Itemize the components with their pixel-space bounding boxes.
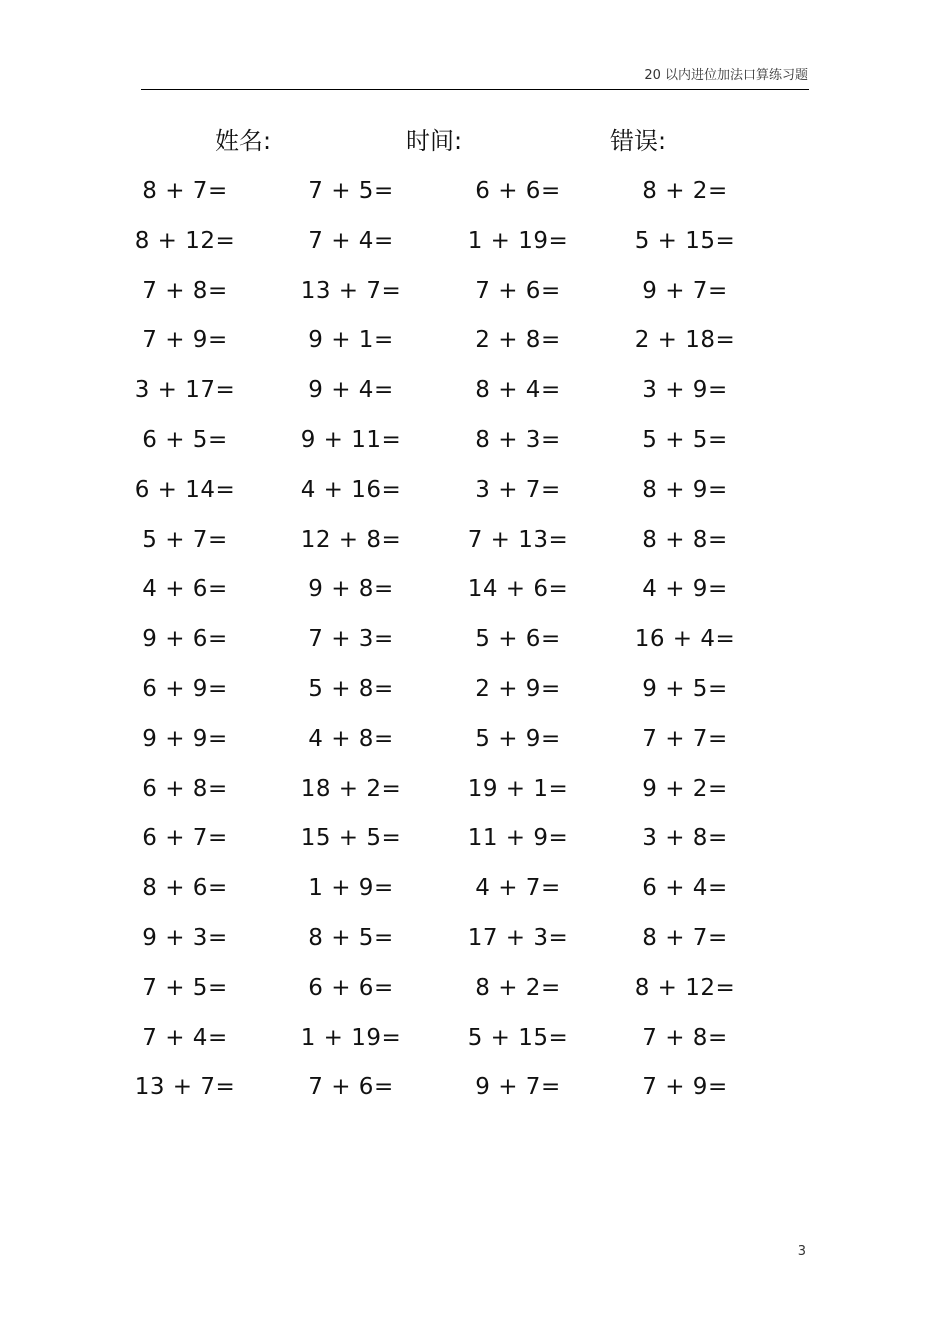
problem-r7-c3: 3 + 7=: [475, 476, 561, 503]
problem-r10-c3: 5 + 6=: [475, 626, 561, 653]
problem-r19-c1: 13 + 7=: [134, 1074, 236, 1101]
errors-label: 错误:: [610, 127, 667, 155]
problem-r18-c1: 7 + 4=: [142, 1024, 228, 1051]
problem-r16-c1: 9 + 3=: [142, 925, 228, 951]
problem-r18-c2: 1 + 19=: [300, 1024, 402, 1051]
page-number: 3: [797, 1244, 806, 1259]
problem-r13-c4: 9 + 2=: [642, 775, 728, 802]
problem-r5-c4: 3 + 9=: [642, 377, 728, 404]
problem-r1-c3: 6 + 6=: [475, 178, 561, 204]
problem-r16-c3: 17 + 3=: [467, 925, 569, 951]
problem-r12-c2: 4 + 8=: [308, 725, 394, 752]
problem-r3-c3: 7 + 6=: [475, 277, 561, 304]
problem-r6-c4: 5 + 5=: [642, 427, 728, 453]
problem-r6-c1: 6 + 5=: [142, 427, 228, 453]
problem-r1-c1: 8 + 7=: [142, 178, 228, 204]
problem-r5-c3: 8 + 4=: [475, 377, 561, 404]
problem-r7-c2: 4 + 16=: [300, 476, 402, 503]
problem-r11-c3: 2 + 9=: [475, 676, 561, 702]
problem-r13-c1: 6 + 8=: [142, 775, 228, 802]
problem-r7-c1: 6 + 14=: [134, 476, 236, 503]
problem-r3-c1: 7 + 8=: [142, 277, 228, 304]
problem-r19-c2: 7 + 6=: [308, 1074, 394, 1101]
problem-r2-c3: 1 + 19=: [467, 227, 569, 254]
problem-r10-c2: 7 + 3=: [308, 626, 394, 653]
problem-r14-c2: 15 + 5=: [300, 825, 402, 852]
problem-r17-c1: 7 + 5=: [142, 974, 228, 1001]
problem-r12-c3: 5 + 9=: [475, 725, 561, 752]
problem-r12-c4: 7 + 7=: [642, 725, 728, 752]
time-label: 时间:: [406, 127, 463, 155]
problem-r17-c3: 8 + 2=: [475, 974, 561, 1001]
problem-r4-c2: 9 + 1=: [308, 327, 394, 354]
problem-r18-c4: 7 + 8=: [642, 1024, 728, 1051]
problem-r10-c4: 16 + 4=: [634, 626, 736, 653]
problem-r18-c3: 5 + 15=: [467, 1024, 569, 1051]
problem-r5-c1: 3 + 17=: [134, 377, 236, 404]
problem-r14-c3: 11 + 9=: [467, 825, 569, 852]
problem-r3-c2: 13 + 7=: [300, 277, 402, 304]
problem-r8-c4: 8 + 8=: [642, 526, 728, 553]
problem-r16-c4: 8 + 7=: [642, 925, 728, 951]
header-rule: [141, 89, 809, 90]
problem-r6-c3: 8 + 3=: [475, 427, 561, 453]
problem-r9-c2: 9 + 8=: [308, 576, 394, 603]
problem-r14-c4: 3 + 8=: [642, 825, 728, 852]
problem-r8-c2: 12 + 8=: [300, 526, 402, 553]
problem-r3-c4: 9 + 7=: [642, 277, 728, 304]
problem-r10-c1: 9 + 6=: [142, 626, 228, 653]
problem-r16-c2: 8 + 5=: [308, 925, 394, 951]
problem-r4-c1: 7 + 9=: [142, 327, 228, 354]
problem-r4-c3: 2 + 8=: [475, 327, 561, 354]
problem-r17-c2: 6 + 6=: [308, 974, 394, 1001]
problem-r1-c4: 8 + 2=: [642, 178, 728, 204]
problem-r4-c4: 2 + 18=: [634, 327, 736, 354]
problem-r11-c2: 5 + 8=: [308, 676, 394, 702]
problem-r15-c2: 1 + 9=: [308, 875, 394, 902]
problem-r19-c4: 7 + 9=: [642, 1074, 728, 1101]
problem-r11-c1: 6 + 9=: [142, 676, 228, 702]
problem-r2-c4: 5 + 15=: [634, 227, 736, 254]
problem-r6-c2: 9 + 11=: [300, 427, 402, 453]
problem-r1-c2: 7 + 5=: [308, 178, 394, 204]
problem-r8-c3: 7 + 13=: [467, 526, 569, 553]
problem-r17-c4: 8 + 12=: [634, 974, 736, 1001]
problem-r9-c1: 4 + 6=: [142, 576, 228, 603]
problem-r9-c4: 4 + 9=: [642, 576, 728, 603]
problem-r13-c3: 19 + 1=: [467, 775, 569, 802]
running-header-title: 20 以内进位加法口算练习题: [644, 68, 808, 83]
problem-r15-c3: 4 + 7=: [475, 875, 561, 902]
problem-r7-c4: 8 + 9=: [642, 476, 728, 503]
problem-r5-c2: 9 + 4=: [308, 377, 394, 404]
problem-r2-c1: 8 + 12=: [134, 227, 236, 254]
problem-r13-c2: 18 + 2=: [300, 775, 402, 802]
problem-r8-c1: 5 + 7=: [142, 526, 228, 553]
problem-r15-c4: 6 + 4=: [642, 875, 728, 902]
problem-r19-c3: 9 + 7=: [475, 1074, 561, 1101]
problem-r9-c3: 14 + 6=: [467, 576, 569, 603]
problem-r15-c1: 8 + 6=: [142, 875, 228, 902]
name-label: 姓名:: [215, 127, 272, 155]
problem-r14-c1: 6 + 7=: [142, 825, 228, 852]
problem-r11-c4: 9 + 5=: [642, 676, 728, 702]
problem-r12-c1: 9 + 9=: [142, 725, 228, 752]
problem-r2-c2: 7 + 4=: [308, 227, 394, 254]
